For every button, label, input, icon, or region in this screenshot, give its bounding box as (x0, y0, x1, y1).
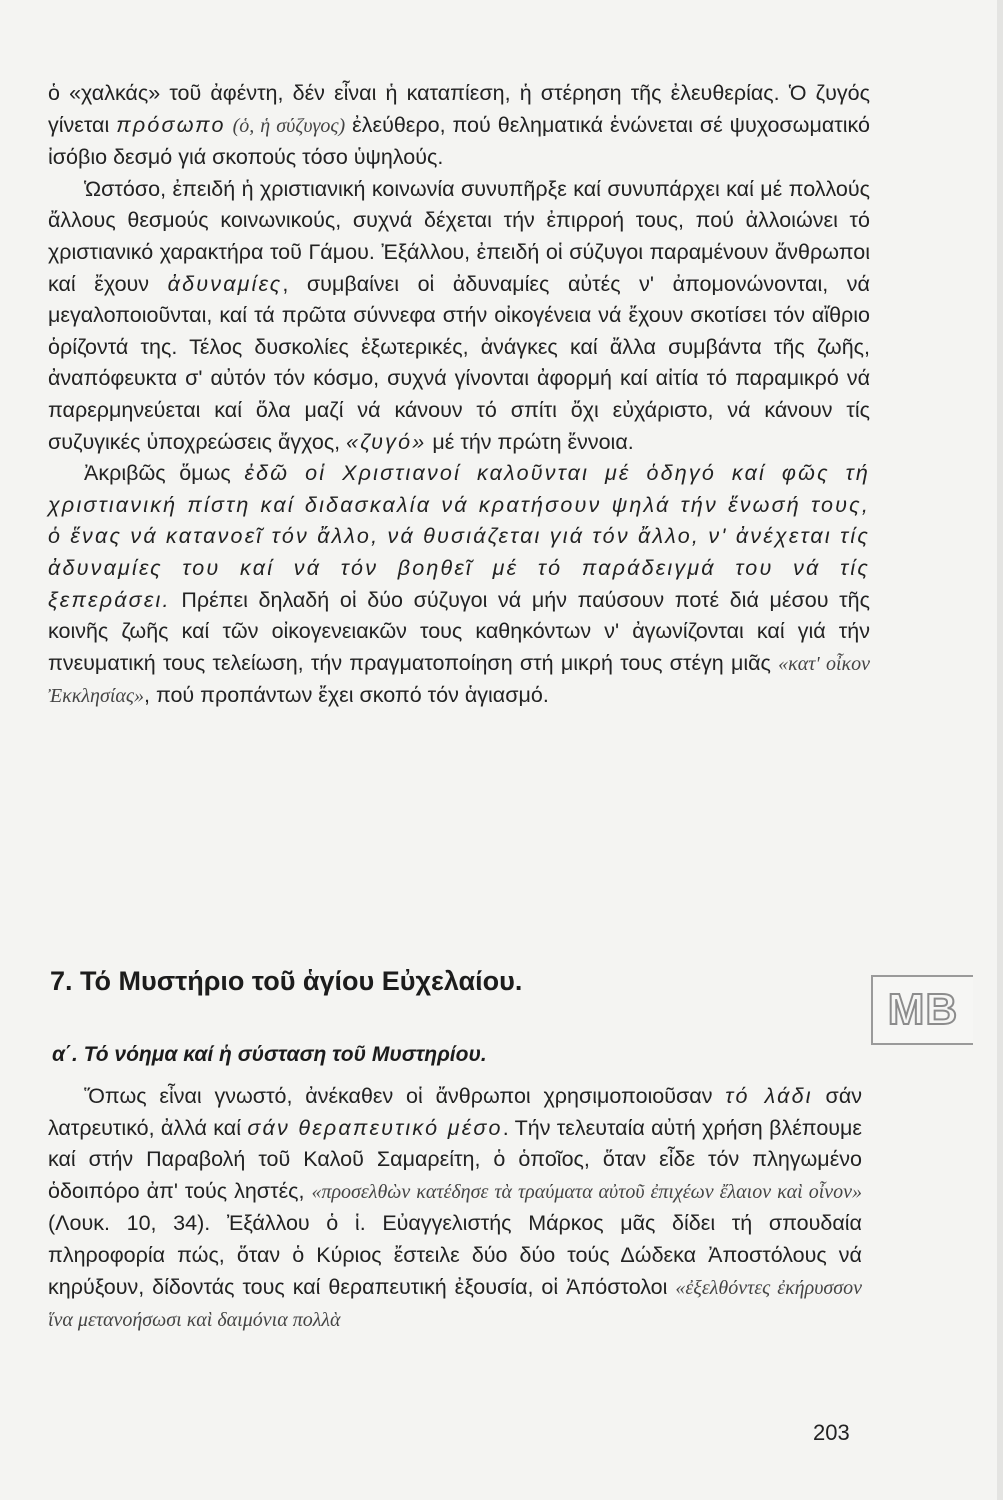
quotation: «κατ' οἶκον Ἐκκλησίας» (48, 652, 870, 708)
text-run: Ὅπως εἶναι γνωστό, ἀνέκαθεν οἱ ἄνθρωποι χρησιμοποιοῦσαν (84, 1084, 726, 1108)
paragraph (48, 78, 870, 174)
paragraph (48, 1081, 862, 1337)
margin-tab-label: MB (887, 985, 959, 1034)
text-run: . Τήν τελευταία αὐτή χρήση βλέπουμε καί στήν Παραβολή τοῦ Καλοῦ Σαμαρείτη, ὁ ὁποῖος, ὅταν εἶδε τόν πληγωμένο ὁδοιπόρο ἀπ' τούς ληστές, (48, 1115, 863, 1203)
text-run: μέ τήν πρώτη ἔννοια. (426, 429, 634, 454)
text-run: σάν λατρευτικό, ἀλλά καί (48, 1084, 862, 1140)
quotation: «ἐξελθόντες ἐκήρυσσον ἵνα μετανοήσωσι καὶ δαιμόνια πολλὰ (48, 1276, 862, 1332)
spaced-emphasis: τό λάδι (725, 1084, 813, 1108)
margin-tab (871, 975, 973, 1045)
text-run: , πού προπάντων ἔχει σκοπό τόν ἁγιασμό. (144, 683, 549, 708)
section-heading: 7. Τό Μυστήριο τοῦ ἁγίου Εὐχελαίου. (50, 966, 523, 996)
spaced-emphasis: «ζυγό» (346, 429, 427, 454)
text-run: , συμβαίνει οἱ ἀδυναμίες αὐτές ν' ἀπομονώνονται, νά μεγαλοποιοῦνται, καί τά πρῶτα σύννεφα στήν οἰκογένεια νά ἔχουν σκοτίσει τόν αἴθριο ὁρίζοντά της. Τέλος δυσκολίες ἐξωτερικές, ἀνάγκες καί ἄλλα συμβάντα τῆς ζωῆς, ἀναπόφευκτα σ' αὐτόν τόν κόσμο, συχνά γίνονται ἀφορμή καί αἰτία τό παραμικρό νά παρερμηνεύεται καί ὅλα μαζί νά κάνουν τό σπίτι ὄχι εὐχάριστο, νά κάνουν τίς συζυγικές ὑποχρεώσεις ἄγχος, (48, 271, 870, 454)
quotation: «προσελθὼν κατέδησε τὰ τραύματα αὐτοῦ ἐπιχέων ἔλαιον καὶ οἶνον» (311, 1180, 862, 1203)
quotation: (ὁ, ἡ σύζυγος) (232, 114, 346, 137)
text-run: Πρέπει δηλαδή οἱ δύο σύζυγοι νά μήν παύσουν ποτέ διά μέσου τῆς κοινῆς ζωῆς καί τῶν οἰκογενειακῶν τους καθηκόντων ν' ἀγωνίζονται καί γιά τήν πνευματική τους τελείωση, τήν πραγματοποίηση στή μικρή τους στέγη μιᾶς (48, 587, 870, 675)
body-text-section-marriage (48, 78, 870, 713)
paragraph (48, 174, 870, 458)
spaced-emphasis: ἐδῶ οἱ Χριστιανοί καλοῦνται μέ ὁδηγό καί φῶς τή χριστιανική πίστη καί διδασκαλία νά κρατήσουν ψηλά τήν ἕνωσή τους, ὁ ἕνας νά κατανοεῖ τόν ἄλλο, νά θυσιάζεται γιά τόν ἄλλο, ν' ἀνέχεται τίς ἀδυναμίες του καί νά τόν βοηθεῖ μέ τό παράδειγμά του νά τίς ξεπεράσει. (48, 461, 870, 612)
text-run: ὁ «χαλκάς» τοῦ ἀφέντη, δέν εἶναι ἡ καταπίεση, ἡ στέρηση τῆς ἐλευθερίας. Ὁ ζυγός γίνεται (48, 81, 870, 137)
text-run: Ἀκριβῶς ὅμως (84, 461, 245, 486)
subsection-heading: α΄. Τό νόημα καί ἡ σύσταση τοῦ Μυστηρίου. (52, 1043, 487, 1066)
body-text-section-unction (48, 1081, 862, 1337)
text-run: (Λουκ. 10, 34). Ἐξάλλου ὁ ἱ. Εὐαγγελιστής Μάρκος μᾶς δίδει τή σπουδαία πληροφορία πώς, ὅταν ὁ Κύριος ἔστειλε δύο δύο τούς Δώδεκα Ἀποστόλους νά κηρύξουν, δίδοντάς τους καί θεραπευτική ἐξουσία, οἱ Ἀπόστολοι (48, 1211, 862, 1299)
spaced-emphasis: πρόσωπο (116, 112, 226, 137)
scan-edge (997, 0, 1003, 1500)
text-run: ἐλεύθερο, πού θεληματικά ἑνώνεται σέ ψυχοσωματικό ἰσόβιο δεσμό γιά σκοπούς τόσο ὑψηλούς. (48, 112, 870, 170)
text-run: Ὡστόσο, ἐπειδή ἡ χριστιανική κοινωνία συνυπῆρξε καί συνυπάρχει καί μέ πολλούς ἄλλους θεσμούς κοινωνικούς, συχνά δέχεται τήν ἐπιρροή τους, πού ἀλλοιώνει τό χριστιανικό χαρακτήρα τοῦ Γάμου. Ἐξάλλου, ἐπειδή οἱ σύζυγοι παραμένουν ἄνθρωποι καί ἔχουν (48, 176, 870, 296)
paragraph (48, 458, 870, 713)
page-number: 203 (813, 1420, 850, 1445)
spaced-emphasis: σάν θεραπευτικό μέσο (247, 1115, 503, 1140)
spaced-emphasis: ἀδυναμίες (167, 271, 283, 296)
